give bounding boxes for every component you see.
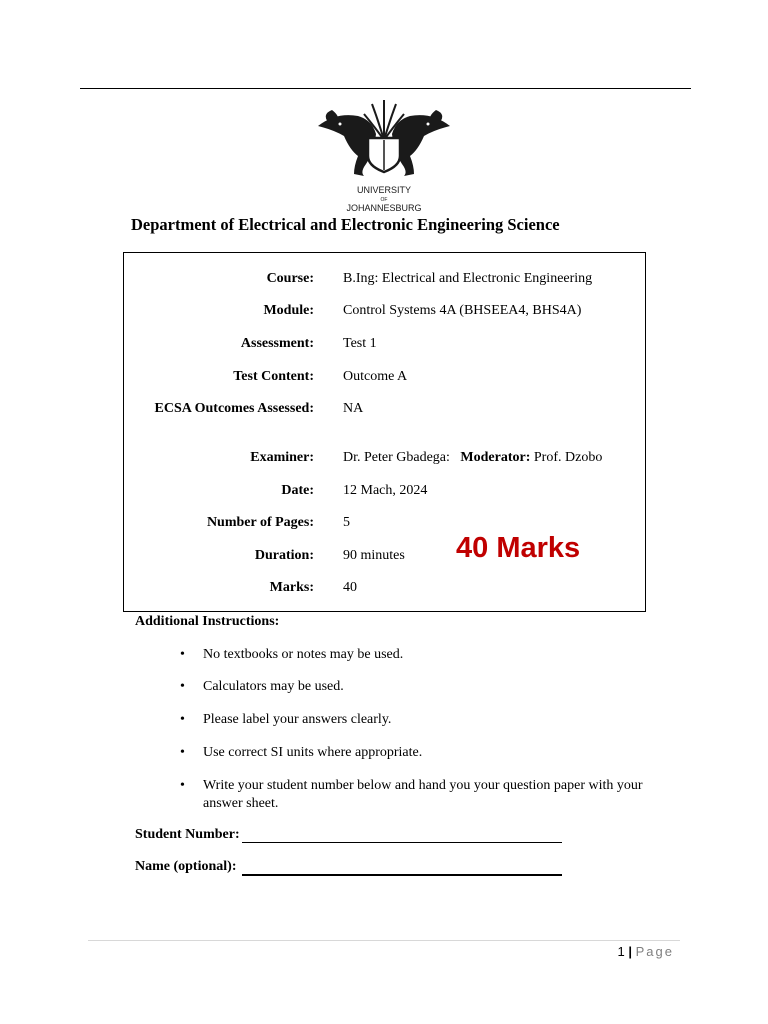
bullet-icon: • [180, 712, 185, 727]
test-content-label: Test Content: [233, 369, 314, 384]
assessment-label: Assessment: [240, 336, 314, 351]
list-item: • Use correct SI units where appropriate. [180, 745, 423, 760]
pages-value: 5 [343, 515, 350, 530]
marks-label: Marks: [269, 580, 314, 595]
examiner-label: Examiner: [250, 450, 314, 465]
svg-text:UNIVERSITY: UNIVERSITY [356, 185, 412, 195]
module-label: Module: [263, 303, 314, 318]
svg-text:OF: OF [380, 197, 388, 203]
total-marks-callout: 40 Marks [456, 532, 581, 564]
student-number-field[interactable] [242, 842, 562, 843]
pages-label: Number of Pages: [206, 515, 314, 530]
date-label: Date: [281, 483, 314, 498]
instructions-list [180, 646, 650, 813]
name-label: Name (optional): [135, 859, 237, 874]
bullet-icon: • [180, 778, 185, 793]
ecsa-label: ECSA Outcomes Assessed: [154, 401, 314, 416]
page-separator: | [628, 944, 632, 959]
moderator-label: Moderator: [460, 450, 531, 465]
name-field[interactable] [242, 874, 562, 876]
student-number-label: Student Number: [135, 827, 240, 842]
bullet-icon: • [180, 679, 185, 694]
date-value: 12 Mach, 2024 [343, 483, 428, 498]
examiner-name: Dr. Peter Gbadega: [343, 450, 450, 465]
bullet-icon: • [180, 745, 185, 760]
module-value: Control Systems 4A (BHSEEA4, BHS4A) [343, 303, 582, 318]
page-number [618, 944, 675, 959]
assessment-details-box [123, 252, 646, 612]
duration-value: 90 minutes [343, 548, 405, 563]
page-number-value: 1 [617, 944, 625, 959]
course-value: B.Ing: Electrical and Electronic Engineering [343, 271, 593, 286]
university-logo [314, 94, 454, 212]
course-label: Course: [266, 271, 314, 286]
header-rule [80, 88, 691, 89]
ecsa-value: NA [343, 401, 364, 416]
additional-instructions-heading: Additional Instructions: [135, 614, 280, 629]
moderator-name: Prof. Dzobo [533, 450, 603, 465]
list-item: • No textbooks or notes may be used. [180, 647, 404, 662]
examiner-value [343, 450, 602, 466]
page-word: Page [635, 944, 674, 959]
bullet-icon: • [180, 647, 185, 662]
footer-rule [88, 940, 680, 941]
duration-label: Duration: [254, 548, 314, 563]
list-item: • Calculators may be used. [180, 679, 344, 694]
list-item: • Please label your answers clearly. [180, 712, 392, 727]
assessment-value: Test 1 [343, 336, 377, 351]
test-content-value: Outcome A [343, 369, 408, 384]
marks-value: 40 [343, 580, 357, 595]
department-title: Department of Electrical and Electronic Engineering Science [131, 215, 560, 234]
list-item: • Write your student number below and hand you your question paper with your answer sheet. [180, 778, 643, 811]
svg-text:JOHANNESBURG: JOHANNESBURG [346, 203, 422, 212]
